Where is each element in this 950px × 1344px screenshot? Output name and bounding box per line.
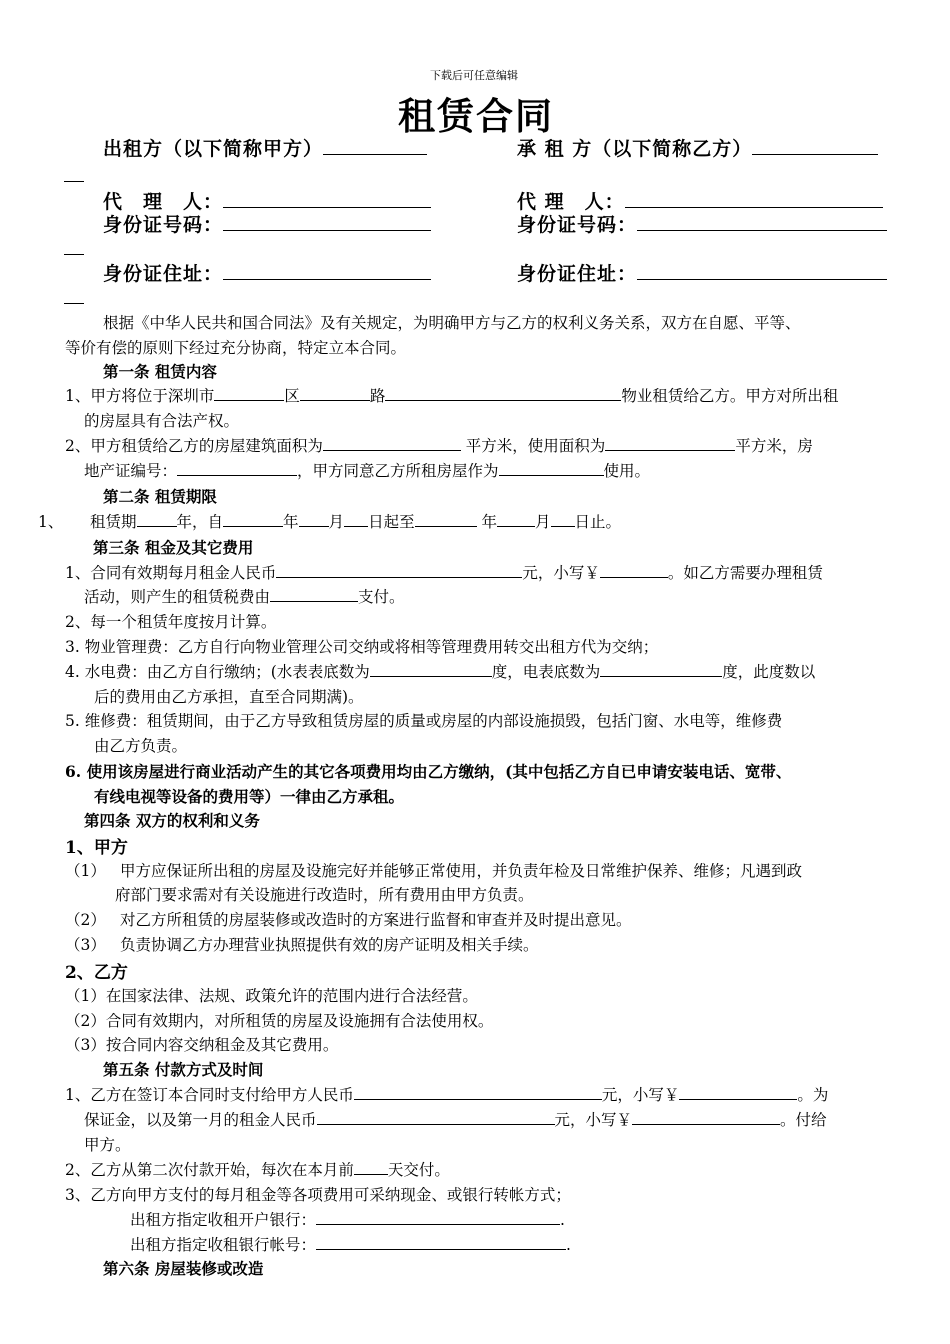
- id-addr-left: 身份证住址：: [103, 259, 431, 286]
- preamble-line2: 等价有偿的原则下经过充分协商，特定立本合同。: [65, 339, 407, 357]
- agent-right: 代 理 人：: [517, 187, 883, 214]
- art1-item1: 1、甲方将位于深圳市 区 路 物业租赁给乙方。甲方对所出租: [65, 387, 839, 405]
- art5-item1: 1、乙方在签订本合同时支付给甲方人民币 元，小写￥ 。为: [65, 1086, 829, 1104]
- article2-heading: 第二条 租赁期限: [103, 487, 217, 506]
- deposit-num-blank[interactable]: [679, 1084, 797, 1100]
- cert-no-blank[interactable]: [177, 460, 297, 476]
- id-no-right-blank[interactable]: [637, 212, 887, 231]
- art5-bank: 出租方指定收租开户银行： .: [130, 1211, 565, 1229]
- bank-name-blank[interactable]: [316, 1209, 560, 1225]
- lessor-label: 出租方（以下简称甲方）: [103, 134, 427, 161]
- start-month-blank[interactable]: [299, 511, 329, 527]
- rent-rmb-blank[interactable]: [276, 562, 522, 578]
- art3-item5-line2: 由乙方负责。: [94, 737, 188, 755]
- art4-a2: 对乙方所租赁的房屋装修或改造时的方案进行监督和审查并及时提出意见。: [120, 911, 632, 929]
- header-note: 下载后可任意编辑: [430, 69, 518, 82]
- art4-a2-num: （2）: [65, 911, 106, 929]
- art4-a3-num: （3）: [65, 936, 106, 954]
- art4-a1-line1: 甲方应保证所出租的房屋及设施完好并能够正常使用，并负责年检及日常维护保养、维修；凡遇到政: [120, 862, 803, 880]
- article3-heading: 第三条 租金及其它费用: [93, 538, 254, 557]
- usage-blank[interactable]: [499, 460, 604, 476]
- art1-item2: 2、甲方租赁给乙方的房屋建筑面积为 平方米，使用面积为 平方米，房: [65, 437, 813, 455]
- lessee-blank[interactable]: [752, 136, 878, 155]
- article1-heading: 第一条 租赁内容: [103, 362, 217, 381]
- art5-item2: 2、乙方从第二次付款开始，每次在本月前 天交付。: [65, 1161, 450, 1179]
- years-blank[interactable]: [137, 511, 177, 527]
- pay-days-blank[interactable]: [354, 1159, 388, 1175]
- art3-item4: 4. 水电费：由乙方自行缴纳；(水表表底数为 度，电表底数为 度，此度数以: [65, 663, 816, 681]
- id-addr-right: 身份证住址：: [517, 259, 887, 286]
- lessor-blank[interactable]: [323, 136, 427, 155]
- district-blank[interactable]: [214, 385, 284, 401]
- art4-b3: （3）按合同内容交纳租金及其它费用。: [65, 1036, 339, 1054]
- art5-item1-line2: 保证金，以及第一月的租金人民币 元，小写￥ 。付给: [84, 1111, 827, 1129]
- electric-meter-blank[interactable]: [600, 661, 722, 677]
- article4-heading: 第四条 双方的权利和义务: [84, 811, 260, 830]
- art4-party-a-heading: 1、甲方: [65, 838, 128, 858]
- rent-num-blank[interactable]: [600, 562, 668, 578]
- line-dash: [64, 303, 84, 304]
- first-rent-rmb-blank[interactable]: [317, 1109, 555, 1125]
- art2-term: 租赁期 年，自 年 月 日起至 年 月 日止。: [90, 513, 622, 531]
- water-meter-blank[interactable]: [370, 661, 492, 677]
- page-title: 租赁合同: [398, 94, 554, 138]
- end-month-blank[interactable]: [497, 511, 535, 527]
- line-dash: [64, 181, 84, 182]
- art4-party-b-heading: 2、乙方: [65, 963, 128, 983]
- art3-item1-line2: 活动，则产生的租赁税费由 支付。: [84, 588, 405, 606]
- art3-item4-line2: 后的费用由乙方承担，直至合同期满)。: [94, 688, 364, 706]
- art3-item2: 2、每一个租赁年度按月计算。: [65, 613, 277, 631]
- area-blank[interactable]: [323, 435, 461, 451]
- end-day-blank[interactable]: [551, 511, 575, 527]
- id-addr-right-blank[interactable]: [637, 261, 887, 280]
- lessee-label: 承 租 方（以下简称乙方）: [517, 134, 878, 161]
- art5-item3: 3、乙方向甲方支付的每月租金等各项费用可采纳现金、或银行转帐方式；: [65, 1186, 571, 1204]
- id-no-left-blank[interactable]: [223, 212, 431, 231]
- id-addr-left-blank[interactable]: [223, 261, 431, 280]
- preamble-line1: 根据《中华人民共和国合同法》及有关规定，为明确甲方与乙方的权利义务关系，双方在自愿、平等、: [103, 314, 801, 332]
- art4-a3: 负责协调乙方办理营业执照提供有效的房产证明及相关手续。: [120, 936, 539, 954]
- art3-item3: 3. 物业管理费：乙方自行向物业管理公司交纳或将相等管理费用转交出租方代为交纳；: [65, 638, 659, 656]
- start-year-blank[interactable]: [223, 511, 283, 527]
- art1-item2-line2: 地产证编号： ，甲方同意乙方所租房屋作为 使用。: [84, 462, 651, 480]
- usable-area-blank[interactable]: [605, 435, 735, 451]
- art4-b1: （1）在国家法律、法规、政策允许的范围内进行合法经营。: [65, 987, 478, 1005]
- art1-item1-line2: 的房屋具有合法产权。: [84, 412, 240, 430]
- art4-a1-num: （1）: [65, 862, 106, 880]
- art2-num: 1、: [38, 513, 64, 531]
- end-year-blank[interactable]: [415, 511, 477, 527]
- agent-right-blank[interactable]: [625, 189, 883, 208]
- agent-left: 代 理 人：: [103, 187, 431, 214]
- art3-item6-line1: 6. 使用该房屋进行商业活动产生的其它各项费用均由乙方缴纳，(其中包括乙方自已申请安装电话、宽带、: [65, 762, 792, 781]
- id-no-left: 身份证号码：: [103, 210, 431, 237]
- bank-account-blank[interactable]: [316, 1234, 566, 1250]
- first-rent-num-blank[interactable]: [632, 1109, 780, 1125]
- article5-heading: 第五条 付款方式及时间: [103, 1060, 264, 1079]
- art3-item6-line2: 有线电视等设备的费用等）一律由乙方承租。: [94, 787, 405, 806]
- district2-blank[interactable]: [300, 385, 370, 401]
- tax-payer-blank[interactable]: [270, 586, 358, 602]
- start-day-blank[interactable]: [344, 511, 368, 527]
- art3-item1: 1、合同有效期每月租金人民币 元，小写￥ 。如乙方需要办理租赁: [65, 564, 823, 582]
- art5-account: 出租方指定收租银行帐号： .: [130, 1236, 571, 1254]
- article6-heading: 第六条 房屋装修或改造: [103, 1259, 264, 1278]
- line-dash: [64, 254, 84, 255]
- art4-b2: （2）合同有效期内，对所租赁的房屋及设施拥有合法使用权。: [65, 1012, 494, 1030]
- art5-item1-line3: 甲方。: [84, 1136, 131, 1154]
- deposit-rmb-blank[interactable]: [354, 1084, 602, 1100]
- art4-a1-line2: 府部门要求需对有关设施进行改造时，所有费用由甲方负责。: [115, 886, 534, 904]
- road-blank[interactable]: [385, 385, 621, 401]
- id-no-right: 身份证号码：: [517, 210, 887, 237]
- agent-left-blank[interactable]: [223, 189, 431, 208]
- art3-item5-line1: 5. 维修费：租赁期间，由于乙方导致租赁房屋的质量或房屋的内部设施损毁，包括门窗、水电等，维修费: [65, 712, 783, 730]
